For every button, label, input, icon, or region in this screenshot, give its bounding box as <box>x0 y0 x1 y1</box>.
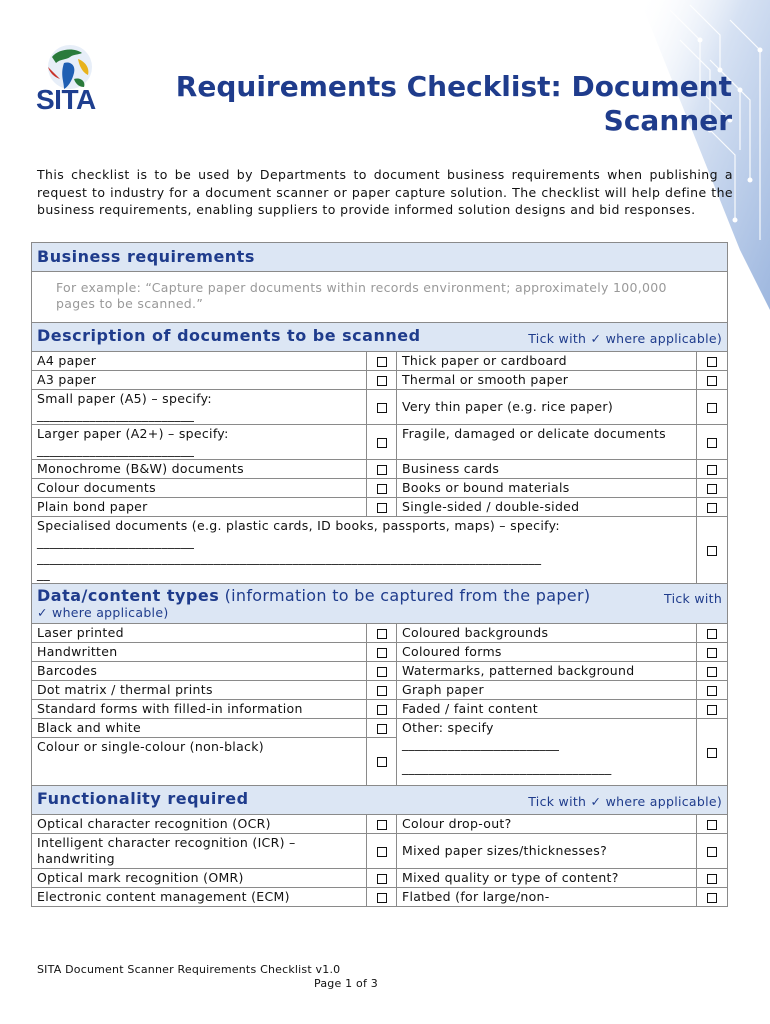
option-label: Flatbed (for large/non- <box>397 888 697 907</box>
option-label: Electronic content management (ECM) <box>32 888 367 907</box>
option-label: Standard forms with filled-in information <box>32 700 367 719</box>
checkbox[interactable] <box>377 705 387 715</box>
checkbox[interactable] <box>377 893 387 903</box>
option-label: Faded / faint content <box>397 700 697 719</box>
intro-paragraph: This checklist is to be used by Departments to document business requirements when publishing a request to industry for a document scanner or paper capture solution. The checklist will help define the business requirements, enabling suppliers to provide informed solution designs and bid responses. <box>37 167 733 217</box>
page-title: Requirements Checklist: Document Scanner <box>175 70 732 137</box>
option-label: Monochrome (B&W) documents <box>32 460 367 479</box>
checkbox[interactable] <box>377 874 387 884</box>
checkbox[interactable] <box>707 484 717 494</box>
table-row <box>32 662 728 681</box>
option-label: Larger paper (A2+) – specify: <box>37 426 229 441</box>
content-heading-sub: (information to be captured from the paper) <box>219 586 591 605</box>
table-row <box>32 869 728 888</box>
business-example-row <box>32 272 728 323</box>
option-label: Thermal or smooth paper <box>397 371 697 390</box>
table-row <box>32 425 728 460</box>
checkbox[interactable] <box>707 686 717 696</box>
checkbox[interactable] <box>707 376 717 386</box>
page-number: Page 1 of 3 <box>314 977 378 990</box>
checkbox[interactable] <box>707 546 717 556</box>
checkbox[interactable] <box>377 438 387 448</box>
option-label: Mixed quality or type of content? <box>397 869 697 888</box>
checkbox[interactable] <box>707 893 717 903</box>
checkbox[interactable] <box>707 648 717 658</box>
content-tick-hint-2: ✓ where applicable) <box>37 605 169 620</box>
specify-blank[interactable]: __ <box>37 566 51 581</box>
footer-doc-name: SITA Document Scanner Requirements Checklist v1.0 <box>37 963 341 976</box>
checkbox[interactable] <box>377 484 387 494</box>
option-label: Other: specify <box>402 720 494 735</box>
logo-text: SITA <box>36 84 96 115</box>
table-row <box>32 352 728 371</box>
table-row <box>32 681 728 700</box>
option-label: Mixed paper sizes/thicknesses? <box>397 834 697 869</box>
checkbox[interactable] <box>707 357 717 367</box>
table-row <box>32 700 728 719</box>
option-label: Optical mark recognition (OMR) <box>32 869 367 888</box>
option-label: Very thin paper (e.g. rice paper) <box>397 390 697 425</box>
option-label: Dot matrix / thermal prints <box>32 681 367 700</box>
business-example-field[interactable]: For example: “Capture paper documents within records environment; approximately 100,000 pages to be scanned.” <box>32 272 728 323</box>
checkbox[interactable] <box>377 503 387 513</box>
option-label: Colour or single-colour (non-black) <box>32 738 367 786</box>
checkbox[interactable] <box>377 667 387 677</box>
business-heading-cell <box>32 243 728 272</box>
option-label: Thick paper or cardboard <box>397 352 697 371</box>
checkbox[interactable] <box>377 686 387 696</box>
checkbox[interactable] <box>707 403 717 413</box>
documents-tick-hint: Tick with ✓ where applicable) <box>528 330 723 346</box>
checklist-table <box>31 242 728 907</box>
checkbox[interactable] <box>377 724 387 734</box>
option-label: Plain bond paper <box>32 498 367 517</box>
functionality-heading: Functionality required <box>37 788 249 808</box>
documents-header-row <box>32 323 728 352</box>
table-row <box>32 517 728 584</box>
table-row <box>32 888 728 907</box>
option-cell <box>397 719 697 786</box>
specify-blank[interactable]: ________________________ <box>37 534 195 549</box>
business-heading: Business requirements <box>37 246 255 266</box>
option-label: A4 paper <box>32 352 367 371</box>
option-label: Graph paper <box>397 681 697 700</box>
specify-blank[interactable]: ________________________ <box>37 442 195 457</box>
option-label: Single-sided / double-sided <box>397 498 697 517</box>
table-row <box>32 390 728 425</box>
option-label: Barcodes <box>32 662 367 681</box>
business-header-row <box>32 243 728 272</box>
table-row <box>32 460 728 479</box>
option-label: Watermarks, patterned background <box>397 662 697 681</box>
checkbox[interactable] <box>377 376 387 386</box>
option-cell <box>32 390 367 425</box>
specify-blank[interactable]: ________________________________ <box>402 760 612 775</box>
table-row <box>32 815 728 834</box>
checkbox[interactable] <box>707 748 717 758</box>
option-label: Books or bound materials <box>397 479 697 498</box>
checkbox[interactable] <box>707 667 717 677</box>
documents-heading: Description of documents to be scanned <box>37 325 421 345</box>
functionality-header-row <box>32 786 728 815</box>
option-label: Black and white <box>32 719 367 738</box>
content-heading: Data/content types <box>37 586 220 605</box>
checkbox[interactable] <box>707 438 717 448</box>
table-row <box>32 371 728 390</box>
table-row <box>32 719 728 738</box>
table-row <box>32 834 728 869</box>
checkbox[interactable] <box>377 403 387 413</box>
functionality-heading-cell <box>32 786 728 815</box>
option-label: Colour documents <box>32 479 367 498</box>
checkbox[interactable] <box>707 465 717 475</box>
option-label: Laser printed <box>32 624 367 643</box>
option-label: Coloured forms <box>397 643 697 662</box>
checkbox[interactable] <box>707 705 717 715</box>
checkbox[interactable] <box>707 820 717 830</box>
option-label: Specialised documents (e.g. plastic cards, ID books, passports, maps) – specify: <box>37 518 560 533</box>
content-tick-hint: Tick with <box>664 591 723 606</box>
option-label: Coloured backgrounds <box>397 624 697 643</box>
checklist-sheet <box>31 242 727 907</box>
checkbox[interactable] <box>707 629 717 639</box>
option-label: Handwritten <box>32 643 367 662</box>
option-label: Colour drop-out? <box>397 815 697 834</box>
content-header-row <box>32 584 728 624</box>
option-label: Optical character recognition (OCR) <box>32 815 367 834</box>
option-label: Intelligent character recognition (ICR) – handwriting <box>32 834 367 869</box>
checkbox[interactable] <box>377 465 387 475</box>
footer <box>37 963 378 991</box>
checkbox[interactable] <box>707 874 717 884</box>
checkbox[interactable] <box>707 847 717 857</box>
checkbox[interactable] <box>377 629 387 639</box>
table-row <box>32 498 728 517</box>
checkbox[interactable] <box>377 820 387 830</box>
content-heading-cell <box>32 584 728 624</box>
option-label: A3 paper <box>32 371 367 390</box>
checkbox[interactable] <box>377 847 387 857</box>
checkbox[interactable] <box>377 757 387 767</box>
functionality-tick-hint: Tick with ✓ where applicable) <box>528 793 723 809</box>
documents-heading-cell <box>32 323 728 352</box>
checkbox[interactable] <box>377 357 387 367</box>
specify-blank[interactable]: _____________________________________________________________________________ <box>37 550 542 565</box>
option-cell <box>32 517 697 584</box>
table-row <box>32 643 728 662</box>
specify-blank[interactable]: ________________________ <box>37 407 195 422</box>
checkbox[interactable] <box>707 503 717 513</box>
option-cell <box>32 425 367 460</box>
option-label: Fragile, damaged or delicate documents <box>397 425 697 460</box>
checkbox[interactable] <box>377 648 387 658</box>
option-label: Small paper (A5) – specify: <box>37 391 212 406</box>
specify-blank[interactable]: ________________________ <box>402 736 560 751</box>
table-row <box>32 624 728 643</box>
table-row <box>32 479 728 498</box>
option-label: Business cards <box>397 460 697 479</box>
